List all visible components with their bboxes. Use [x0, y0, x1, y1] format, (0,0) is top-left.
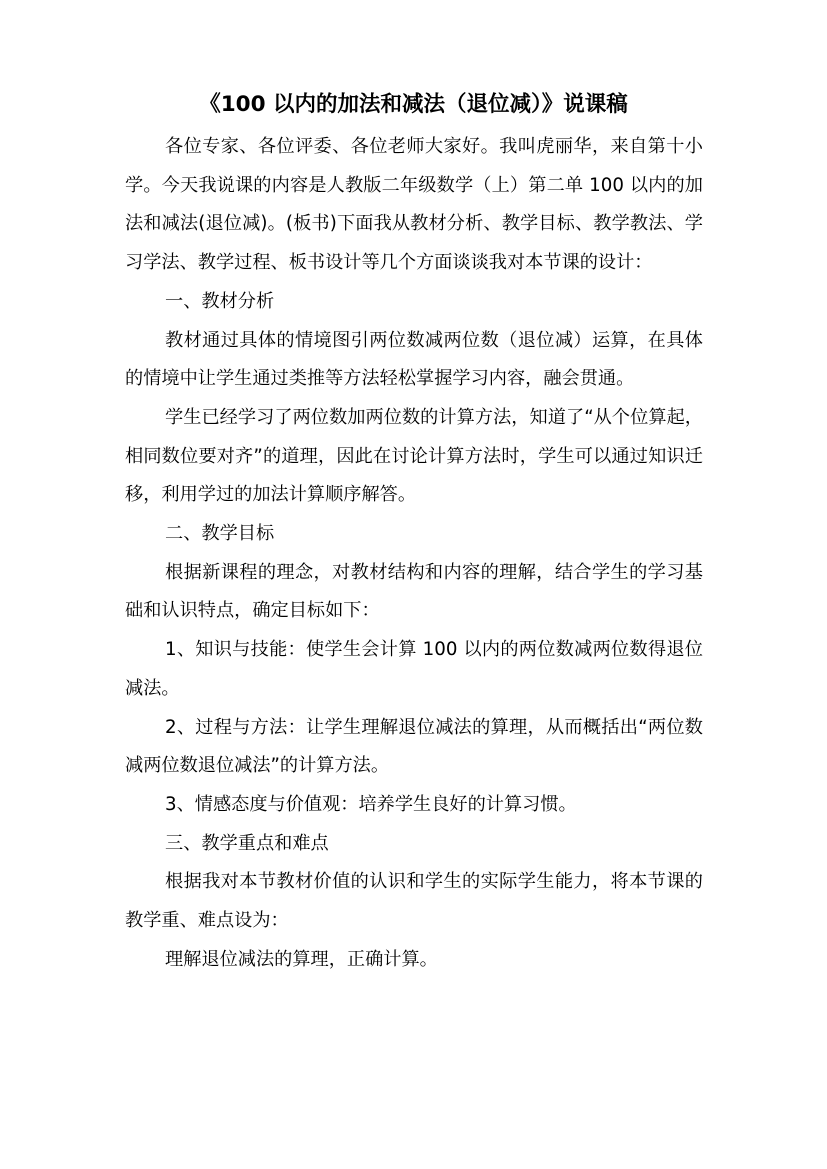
textbook-analysis-paragraph-1: 教材通过具体的情境图引两位数减两位数（退位减）运算，在具体的情境中让学生通过类推等方法轻松掌握学习内容，融会贯通。 [125, 329, 703, 390]
section-heading-teaching-goals: 二、教学目标 [165, 523, 275, 545]
goal-process-method: 2、过程与方法：让学生理解退位减法的算理，从而概括出“两位数减两位数退位减法”的计算方法。 [125, 716, 703, 777]
key-points-paragraph: 根据我对本节教材价值的认识和学生的实际学生能力，将本节课的教学重、难点设为： [125, 871, 703, 932]
document-body [125, 128, 703, 979]
key-points-statement: 理解退位减法的算理，正确计算。 [165, 948, 438, 970]
document-title: 《100 以内的加法和减法（退位减）》说课稿 [199, 92, 628, 117]
goal-attitude-values: 3、情感态度与价值观：培养学生良好的计算习惯。 [165, 793, 577, 815]
section-heading-textbook-analysis: 一、教材分析 [165, 290, 275, 312]
textbook-analysis-paragraph-2: 学生已经学习了两位数加两位数的计算方法，知道了“从个位算起，相同数位要对齐”的道理，因此在讨论计算方法时，学生可以通过知识迁移，利用学过的加法计算顺序解答。 [125, 406, 703, 506]
teaching-goals-intro: 根据新课程的理念，对教材结构和内容的理解，结合学生的学习基础和认识特点，确定目标如下： [125, 561, 703, 622]
goal-knowledge-skills: 1、知识与技能：使学生会计算 100 以内的两位数减两位数得退位减法。 [125, 639, 703, 699]
intro-paragraph: 各位专家、各位评委、各位老师大家好。我叫虎丽华，来自第十小学。今天我说课的内容是人教版二年级数学（上）第二单 100 以内的加法和减法(退位减)。(板书)下面我从教材分析、教学目标、教学教法、学习学法、教学过程、板书设计等几个方面谈谈我对本节课的设计： [125, 136, 703, 274]
section-heading-key-points: 三、教学重点和难点 [165, 832, 329, 854]
